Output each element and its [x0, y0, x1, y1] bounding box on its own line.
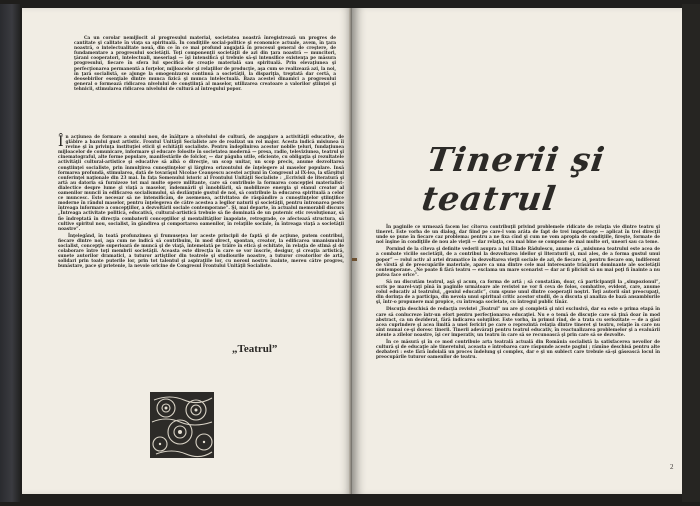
right-paragraph-2: Pornind de la cîteva şi definite vederii asupra a lui Eliade Rădulescu, anume că „misiunea teatrului este acea de a combate viciile societăţii, de a contribui la dezvoltarea ideilor şi literaturii şi, mai ales, de a forma gustul unui popor” — rolul activ al artei dramatice în dezvoltarea vieţii sociale de azi, de fiecare zi, pentru fiecare om, indiferent de vîrstă şi de preocupările materiale, apare ca una dintre cele mai interesante trăsături dominante ale societăţii contemporane. „Ne poate fi fără teatru — exclama un mare scenarist — dar ar fi plicisit să nu mai poţi fi înainte a nu putea face orice”. — [376, 247, 660, 278]
right-paragraph-5: În ce măsură şi în ce mod contribuie arta teatrală actuală din România socialistă la satisfacerea nevoilor de cultură şi de educaţie ale tineretului, aceasta e întrebarea care răspunde aceste pagini ; rămîne deschisă pentru alte dezbateri : este fără îndoială un proces îndelung şi complex, dar e şi un subiect care trebuie să-şi găsească locul în preocupările tuturor oamenilor de teatru. — [376, 339, 660, 361]
book-cover-edge — [0, 4, 20, 502]
main-text-block — [58, 135, 344, 271]
drop-cap: Î — [58, 134, 64, 150]
intro-text-block — [74, 36, 336, 94]
lace-ornament — [150, 392, 214, 458]
main-paragraph-body: n acţiunea de formare a omului nou, de înălţare a nivelului de cultură, de angajare a activităţii educative, de glăbire a bazului gust artistic. Frontul Unităţii Socialiste are de realizat un rol major. Acesta indică misiunea îi revine şi în privinţa instituţiei eticii şi echităţii socialiste. Pentru îndeplinirea acestor nobile ţeluri, fundaţiunea mijloacelor de comunicare, informare şi educare folosite în societatea modernă — presa, radio, televiziunea, teatrul şi cinematograful, alte forme populare, manifestările de folclor, — dar păguba utile, eficiente, cu obligaţia şi rezultatele activităţii cultural-artistice şi educative să aibă o direcţie, un scop unitar, un scop precis, anume dezvoltarea conştiinţei socialiste, prin înmulţirea cunoştinţelor şi lărgirea orizontului de înţelegere al maselor populare. Insă formarea profundă, stimularea, dată de tovarăşul Nicolae Ceauşescu acestei acţiuni în Congresul al IX-lea, la sfârşitul conferinţei naţionale din 23 mai. În fața Somenului istoric al Frontului Unităţii Socialiste : „Ecrivisii de literatură şi artă au datoria să furnizeze tot mai multe opere militante, care să contribuie la formarea concepţiei materialist-dialectice despre lume şi viaţă a maselor, îndemnării şi înnobilării, să mobilizeze energia şi elanul creator al oamenilor muncii în edificarea socialismului, să dezlănţuie gustul de noi, să contribuie la educarea spirituală a celor ce muncesc. Este necesar să ne intensificăm, de asemenea, activitatea de răspândire a cunoştinţelor ştiinţifice moderne în rândul maselor, pentru înţelegerea de către acestea a legilor naturii şi societăţii, pentru întronarea peste întreaga informare a concepţiilor, a dezvoltării sociale contemporane”. Şi, mai departe, în actualul memorabil discurs „Întreaga activitate politică, educativă, cultural-artistică trebuie să fie dominată de un puternic etic revoluţionar, să fie îndreptată în direcţia combaterii concepţiilor şi mentalităţilor înapoiate, retrograde, ce afectează structura, să cultive spiritul nou, socialist, în gândirea şi comportarea oamenilor, în relaţiile sociale, în întreaga viaţă a societăţii noastre”. — [58, 135, 344, 232]
right-paragraph-3: Să nu discutăm teatrul, aşă şi acum, ca forma de artă ; să constatăm, doar, că participanţii la „simpozionul”, scris pe marel-vaţi pînă în paginile următoare ale revistei ne vor fi ceva de folos, combative, evident, care, anume rolul educativ al teatrului, „geniul educatic”, cum spune unul dintre cooperaţii noştri. Toţi autorii sînt preocupaţi, din dorinţa de a participa, din nevoia unui spiritual critic acestor studii, de a discuta şi analiza de bază ansamblurile şi, într-o propunere mai propice, cu întreaga societate, cu întregul public tînăr. — [376, 279, 660, 306]
right-paragraph-1: În paginile ce urmează facem loc cîtorva contribuţii privind problemele ridicate de relaţia vie dintre teatru şi tineret. Este vorba de un dialog, dar fiind pe care-l vom arăta de fapt de trei importanţe — aplicat în trei direcţii unde se pune în fiecare caz problema: pentru a ne fixa cînd şi cum ne vom apropia de condiţiile, fireşte, formate de noi înşine în condiţiile de nou ale vieţii — dar relaţia, cea mai bine se compune de mai multe ori, uneori sau ca teme. — [376, 225, 660, 246]
second-paragraph: Înţelegând, în toată profunzimea şi frumuseţea lor aceste principii de faptă şi de acţiune, putem contribui, fiecare dintre noi, aşa cum ne indică să contribuim, în mod direct, spontan, creator, la edificarea umanismului socialist, concepţie superioară de muncă şi de viaţă, întemeiată pe trăire în etică şi echitate, în relaţia de stimă şi de colaborare între toţi membrii societăţii. Aceasta este direcţia în care se vor înscrie, desigur, şi creaţia artistică, sunete autorilor dramatici, a tuturor artiştilor din teatrele şi studiourile noastre, a tuturor creatorilor de artă, solidari prin toate puterile lor, prin tot talentul şi aspiraţiile lor, cu noroul nostru înainte, mereu către progres, bunăstare, pace şi prietenie, la nevoie oricine de Congresul Frontului Unităţii Socialiste. — [58, 233, 344, 270]
lace-pattern-image — [150, 392, 214, 458]
left-page — [22, 8, 352, 494]
right-text-block — [376, 225, 660, 362]
signature: „Teatrul” — [232, 343, 278, 355]
binding-mark — [352, 258, 357, 261]
intro-paragraph: Ca un corolar nemijlocit al progresului material, societatea noastră înregistrează un progres de cantitate şi calitate în viaţa sa spirituală. În condiţiile social-politice şi economice actuale, avem, în ţara noastră, o intelectualitate nouă, din ce în ce mai profund angajată în procesul general de creştere, de fundamentare a progresului societăţii. Toţi componenţii societăţii de azi din ţara noastră — muncitori, ţărani cooperatori, intelectuali, meseriaşi — îşi intensifică şi trebuie să-şi intensifice existenţa pe măsura progresului, fiecare în sfera lui specifică de creaţie materială sau spirituală. Prin elevaţiunea şi perfecţionarea permanentă a forţelor, mijloacelor şi relaţiilor de producţie, aşa cum se realizează azi, la noi, în ţară socialistă, se ajunge la omogenizarea continuă a societăţii, la dispariţia, treptată dar certă, a deosebirilor esenţiale dintre munca fizică şi munca intelectuală. Baza acestei dinamici a progresului general o formează ridicarea nivelului de conştiinţă al maselor, utilizarea creatoare a valorilor ştiinţei şi tehnicii, stimularea ridicarea nivelului de cultură al întregului popor. — [74, 36, 336, 92]
feature-title: Tinerii şi teatrul — [419, 140, 608, 218]
book-right-edge — [682, 4, 700, 502]
main-paragraph — [58, 135, 344, 232]
right-paragraph-4: Discuţia deschisă de redacţia revistei „Teatrul” nu are şi completă şi nici exclusivă, dar ea este o prima etapă în care să conlucreze într-un efort pentru perfecţionarea educaţiei. Nu e o temă de discuţie care să ţină doar în mod abstract, ca un deziderat, fără indicarea soluţiilor. Este vorba, în primul rînd, de a trata cu seriozitate — de a găsi acea cuprindere şi acea limită a unei fericiri pe care o reprezintă relaţia dintre tineret şi teatru, relaţie în care nu sînt numai ce-şi doresc tinerii. Tinerii adevăraţi pentru teatrul educativ, în reactualizarea problemelor şi a evaluării atente a zilelor noastre, îşi cer imperativ, un teatru în care să se recunoască şi prin care să se dezvolte. — [376, 307, 660, 338]
page-number: 2 — [670, 463, 674, 471]
